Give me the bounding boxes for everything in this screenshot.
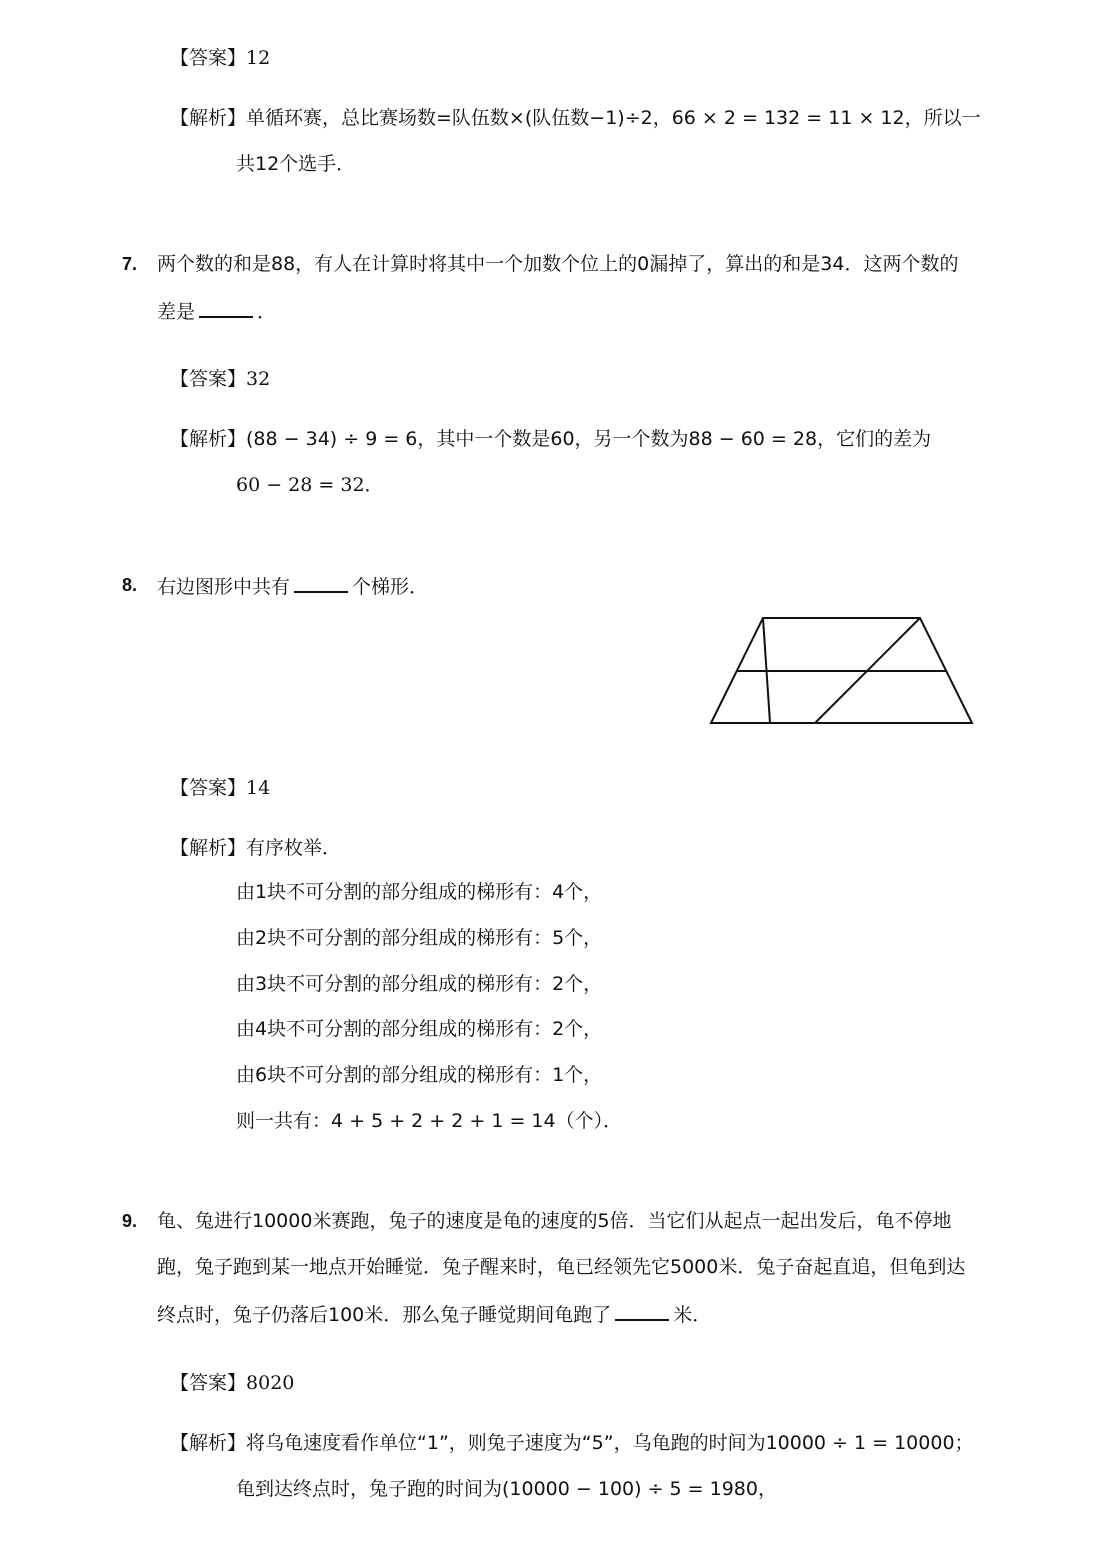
analysis-tag: 【解析】 bbox=[170, 107, 247, 129]
question-number: 8. bbox=[122, 575, 138, 595]
q8-analysis-line: 由2块不可分割的部分组成的梯形有：5个， bbox=[236, 927, 603, 949]
stem-text: 差是 bbox=[157, 301, 196, 323]
q6-analysis-line1 bbox=[170, 106, 981, 130]
q8-answer bbox=[170, 776, 270, 800]
q8-analysis-line: 由6块不可分割的部分组成的梯形有：1个， bbox=[236, 1064, 603, 1086]
stem-text: 终点时，兔子仍落后100米．那么兔子睡觉期间龟跑了 bbox=[157, 1304, 612, 1326]
stem-text: 米． bbox=[673, 1304, 712, 1326]
q7-stem-line1: 两个数的和是88，有人在计算时将其中一个加数个位上的0漏掉了，算出的和是34．这两个数的 bbox=[157, 253, 959, 275]
question-number: 7. bbox=[122, 254, 138, 274]
q9-stem-line1: 龟、兔进行10000米赛跑，兔子的速度是龟的速度的5倍．当它们从起点一起出发后，龟不停地 bbox=[157, 1210, 952, 1232]
q8-analysis-line: 由4块不可分割的部分组成的梯形有：2个， bbox=[236, 1018, 603, 1040]
answer-value: 12 bbox=[246, 47, 271, 69]
answer-value: 14 bbox=[246, 777, 271, 799]
analysis-text: 将乌龟速度看作单位“1”，则兔子速度为“5”，乌龟跑的时间为10000 ÷ 1 = 10000； bbox=[246, 1432, 974, 1454]
stem-text: ． bbox=[257, 301, 277, 323]
q8-analysis-line: 由1块不可分割的部分组成的梯形有：4个， bbox=[236, 881, 603, 903]
stem-text: 个梯形． bbox=[352, 576, 429, 598]
q9-answer bbox=[170, 1371, 294, 1395]
q6-answer bbox=[170, 46, 270, 70]
q7-answer bbox=[170, 367, 270, 391]
q6-analysis-line2: 共12个选手． bbox=[236, 153, 356, 175]
q7-stem-line2 bbox=[157, 298, 276, 324]
q7-analysis-line1 bbox=[170, 427, 931, 451]
trapezoid-figure bbox=[700, 610, 990, 735]
answer-value: 32 bbox=[246, 368, 271, 390]
analysis-text: 有序枚举． bbox=[246, 837, 342, 859]
q9-analysis-line2: 龟到达终点时，兔子跑的时间为(10000 − 100) ÷ 5 = 1980， bbox=[236, 1478, 777, 1500]
answer-tag: 【答案】 bbox=[170, 368, 247, 390]
q9-analysis-line1 bbox=[170, 1431, 974, 1455]
q9-stem-line2: 跑，兔子跑到某一地点开始睡觉．兔子醒来时，龟已经领先它5000米．兔子奋起直追，但龟到达 bbox=[157, 1256, 966, 1278]
analysis-tag: 【解析】 bbox=[170, 837, 247, 859]
answer-blank bbox=[199, 298, 253, 318]
question-number: 9. bbox=[122, 1211, 138, 1231]
analysis-text: (88 − 34) ÷ 9 = 6，其中一个数是60，另一个数为88 − 60 = 28，它们的差为 bbox=[246, 428, 932, 450]
q8-analysis-line: 则一共有：4 + 5 + 2 + 2 + 1 = 14（个）． bbox=[236, 1110, 623, 1132]
answer-tag: 【答案】 bbox=[170, 777, 247, 799]
answer-tag: 【答案】 bbox=[170, 47, 247, 69]
q7-analysis-line2: 60 − 28 = 32． bbox=[236, 474, 384, 496]
answer-value: 8020 bbox=[246, 1372, 295, 1394]
q8-analysis-line: 由3块不可分割的部分组成的梯形有：2个， bbox=[236, 973, 603, 995]
answer-blank bbox=[294, 573, 348, 593]
analysis-tag: 【解析】 bbox=[170, 1432, 247, 1454]
answer-blank bbox=[615, 1301, 669, 1321]
analysis-tag: 【解析】 bbox=[170, 428, 247, 450]
stem-text: 右边图形中共有 bbox=[157, 576, 291, 598]
q8-analysis-intro bbox=[170, 836, 341, 860]
answer-tag: 【答案】 bbox=[170, 1372, 247, 1394]
q9-stem-line3 bbox=[157, 1301, 711, 1327]
analysis-text: 单循环赛，总比赛场数=队伍数×(队伍数−1)÷2，66 × 2 = 132 = 11 × 12，所以一 bbox=[246, 107, 981, 129]
q8-stem-line1 bbox=[157, 573, 428, 599]
